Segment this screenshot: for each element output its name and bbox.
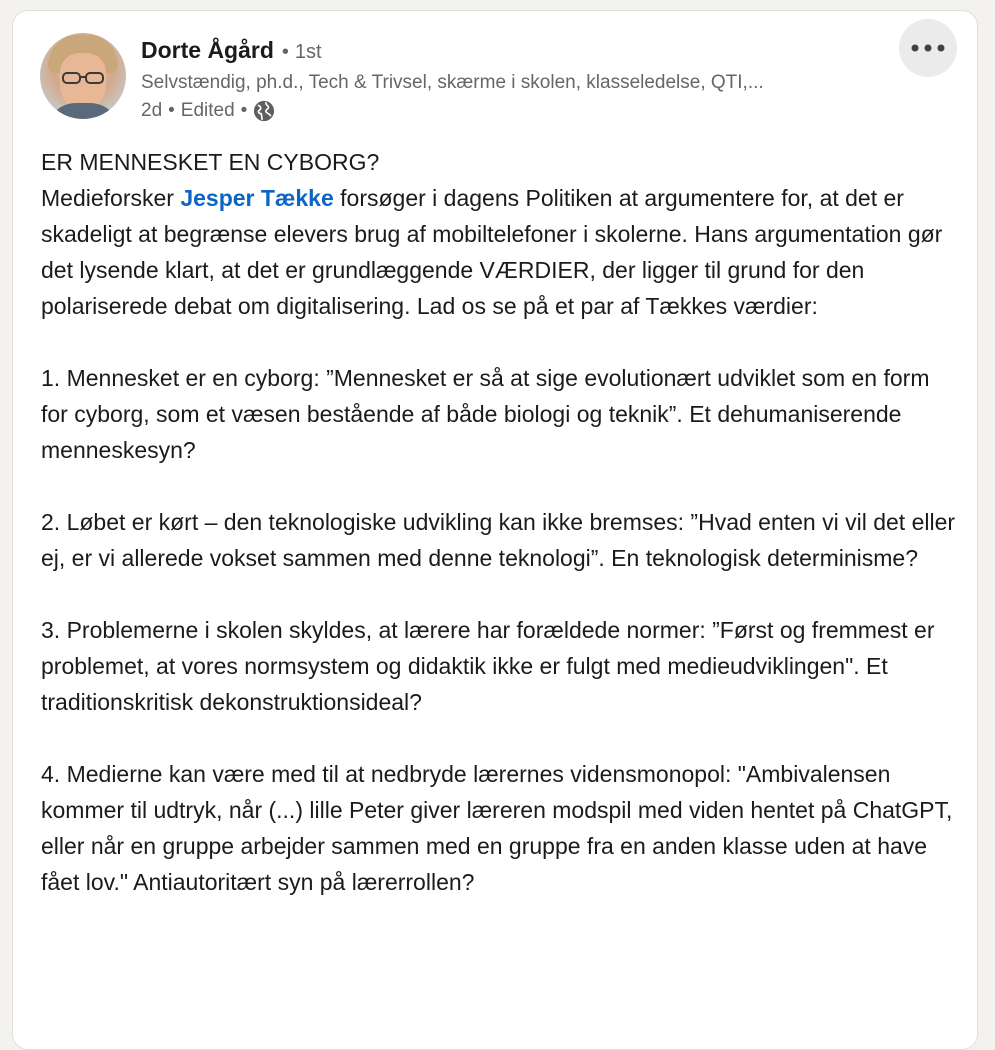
meta-separator: •: [240, 100, 248, 121]
author-name-row: [141, 37, 322, 67]
connection-degree: 1st: [294, 41, 322, 63]
post-point: 1. Mennesket er en cyborg: ”Mennesket er så at sige evolutionært udviklet som en form for cyborg, som et væsen bestående af både biologi og teknik”. Et dehumaniserende menneskesyn?: [41, 365, 930, 463]
author-headline: Selvstændig, ph.d., Tech & Trivsel, skærme i skolen, klasseledelse, QTI,...: [141, 72, 764, 93]
meta-separator: •: [168, 100, 175, 121]
paragraph-gap: [41, 468, 956, 504]
author-avatar[interactable]: [40, 33, 126, 119]
post-title: ER MENNESKET EN CYBORG?: [41, 149, 380, 175]
mention-link[interactable]: Jesper Tække: [180, 185, 334, 211]
post-intro: [41, 180, 956, 324]
post-time[interactable]: 2d: [141, 100, 163, 121]
author-name[interactable]: Dorte Ågård: [141, 37, 274, 63]
connection-separator: •: [281, 41, 289, 63]
post-point: 2. Løbet er kørt – den teknologiske udvikling kan ikke bremses: ”Hvad enten vi vil det eller ej, er vi allerede vokset sammen med denne teknologi”. En teknologisk determinisme?: [41, 509, 956, 571]
avatar-glasses: [60, 71, 106, 85]
intro-after: forsøger i dagens Politiken at argumentere for, at det er skadeligt at begrænse elevers brug af mobiltelefoner i skolerne. Hans argumentation gør det lysende klart, at det er grundlæggende VÆRDIER, der ligger til grund for den polariserede debat om digitalisering. Lad os se på et par af Tækkes værdier:: [41, 185, 943, 319]
post-edited: Edited: [180, 100, 235, 121]
post-point: 3. Problemerne i skolen skyldes, at lærere har forældede normer: ”Først og fremmest er problemet, at vores normsystem og didaktik ikke er fulgt med medieudviklingen". Et traditionskritisk dekonstruktionsideal?: [41, 617, 935, 715]
post-card: [12, 10, 978, 1050]
paragraph-gap: [41, 720, 956, 756]
avatar-shirt: [46, 103, 120, 119]
more-horizontal-icon: [909, 43, 947, 53]
paragraph-gap: [41, 324, 956, 360]
post-meta: [141, 100, 275, 122]
post-body: [41, 144, 956, 900]
intro-before: Medieforsker: [41, 185, 181, 211]
post-point: 4. Medierne kan være med til at nedbryde lærernes vidensmonopol: "Ambivalensen kommer til udtryk, når (...) lille Peter giver læreren modspil med viden hentet på ChatGPT, eller når en gruppe arbejder sammen med en gruppe fra en anden klasse uden at have fået lov." Antiautoritært syn på lærerrollen?: [41, 761, 953, 895]
paragraph-gap: [41, 576, 956, 612]
globe-icon: [253, 100, 275, 122]
more-options-button[interactable]: [899, 19, 957, 77]
